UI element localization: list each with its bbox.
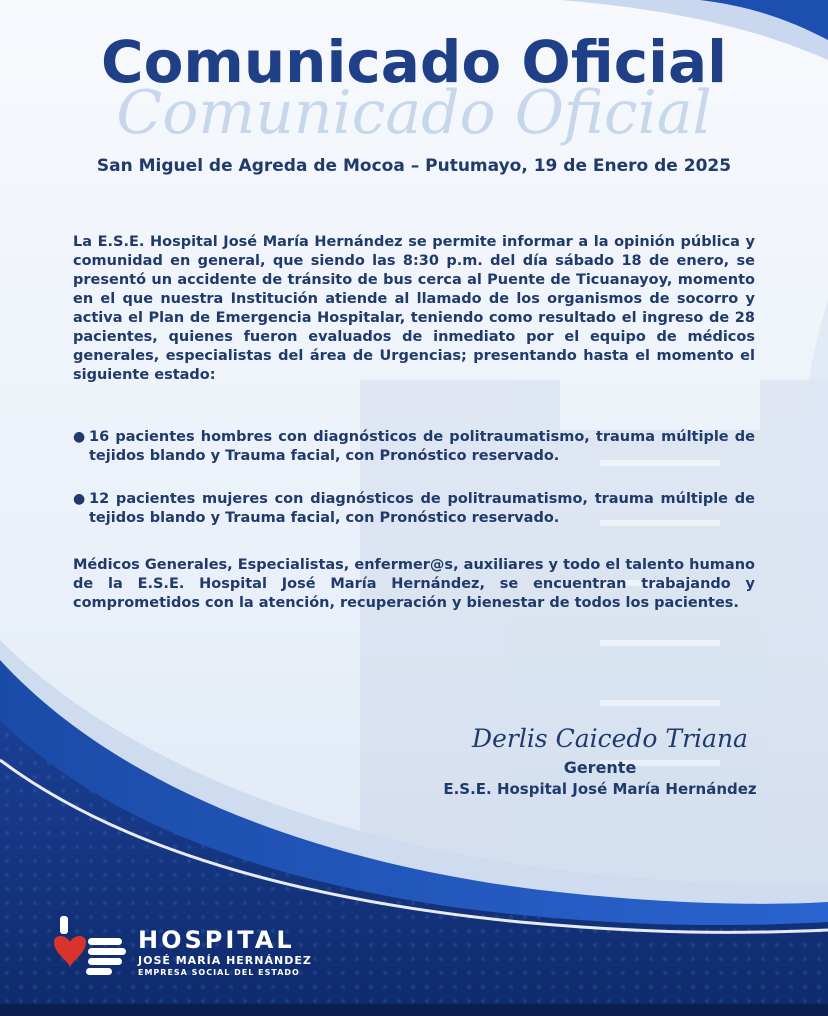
title-script-watermark: Comunicado Oficial xyxy=(116,78,712,148)
signature-name: Derlis Caicedo Triana xyxy=(472,724,748,753)
page-title: Comunicado Oficial xyxy=(101,28,727,96)
paragraph-intro: La E.S.E. Hospital José María Hernández se permite informar a la opinión pública y comunidad en general, que siendo las 8:30 p.m. del día sábado 18 de enero, se presentó un accidente de tránsito de bus cerca al Puente de Ticuanayoy, momento en el que nuestra Institución atiende al llamado de los organismos de socorro y activa el Plan de Emergencia Hospitalar, teniendo como resultado el ingreso de 28 pacientes, quienes fueron evaluados de inmediato por el equipo de médicos generales, especialistas del área de Urgencias; presentando hasta el momento el siguiente estado: xyxy=(73,234,755,383)
bullet-icon: ● xyxy=(73,429,86,445)
logo-hospital-name: JOSÉ MARÍA HERNÁNDEZ xyxy=(138,954,312,967)
list-item-text: 12 pacientes mujeres con diagnósticos de politraumatismo, trauma múltiple de tejidos blando y Trauma facial, con Pronóstico reservado. xyxy=(89,491,755,526)
logo-subtitle: EMPRESA SOCIAL DEL ESTADO xyxy=(138,968,300,977)
signature-organization: E.S.E. Hospital José María Hernández xyxy=(443,780,757,798)
list-item-text: 16 pacientes hombres con diagnósticos de politraumatismo, trauma múltiple de tejidos blando y Trauma facial, con Pronóstico reservado. xyxy=(89,429,755,464)
date-location-line: San Miguel de Agreda de Mocoa – Putumayo, 19 de Enero de 2025 xyxy=(96,156,732,176)
list-item xyxy=(73,490,755,528)
bullet-icon: ● xyxy=(73,491,86,507)
signature-role: Gerente xyxy=(563,758,637,777)
hand-heart-icon xyxy=(48,912,134,982)
patient-status-list xyxy=(73,428,755,552)
hospital-logo xyxy=(48,912,348,982)
logo-wordmark: HOSPITAL xyxy=(138,926,295,954)
paragraph-closing: Médicos Generales, Especialistas, enfermer@s, auxiliares y todo el talento humano de la E.S.E. Hospital José María Hernández, se encuentran trabajando y comprometidos con la atención, recuperación y bienestar de todos los pacientes. xyxy=(73,557,755,611)
list-item xyxy=(73,428,755,466)
